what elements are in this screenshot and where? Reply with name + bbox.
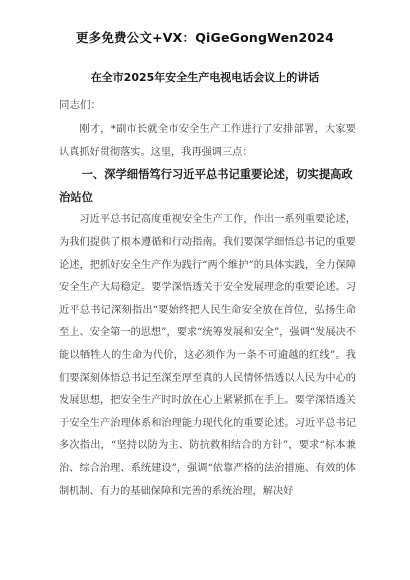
document-body bbox=[59, 119, 356, 503]
section-heading: 一、深学细悟笃行习近平总书记重要论述，切实提高政治站位 bbox=[59, 168, 353, 204]
salutation: 同志们： bbox=[59, 99, 101, 111]
promo-header: 更多免费公文+VX：QiGeGongWen2024 bbox=[75, 30, 335, 45]
section-paragraph: 习近平总书记高度重视安全生产工作，作出一系列重要论述，为我们提供了根本遵循和行动指南。我们要深学细悟总书记的重要论述，把抓好安全生产作为践行“两个维护”的具体实践，全力保障安全生产大局稳定。要学深悟透关于安全发展理念的重要论述。习近平总书记深刻指出“要始终把人民生命安全放在首位，弘扬生命至上、安全第一的思想”，要求“统筹发展和安全”，强调“发展决不能以牺牲人的生命为代价，这必须作为一条不可逾越的红线”。我们要深刻体悟总书记至深至厚至真的人民情怀悟透以人民为中心的发展思想，把安全生产时时放在心上紧紧抓在手上。要学深悟透关于安全生产治理体系和治理能力现代化的重要论述。习近平总书记多次指出，“坚持以防为主、防抗救相结合的方针”，要求“标本兼治、综合治理、系统建设”，强调“依靠严格的法治措施、有效的体制机制、有力的基础保障和完善的系统治理，解决好 bbox=[59, 214, 356, 497]
document-title: 在全市2025年安全生产电视电话会议上的讲话 bbox=[90, 71, 320, 84]
intro-paragraph: 刚才，*副市长就全市安全生产工作进行了安排部署，大家要认真抓好贯彻落实。这里，我再强调三点： bbox=[59, 124, 356, 158]
